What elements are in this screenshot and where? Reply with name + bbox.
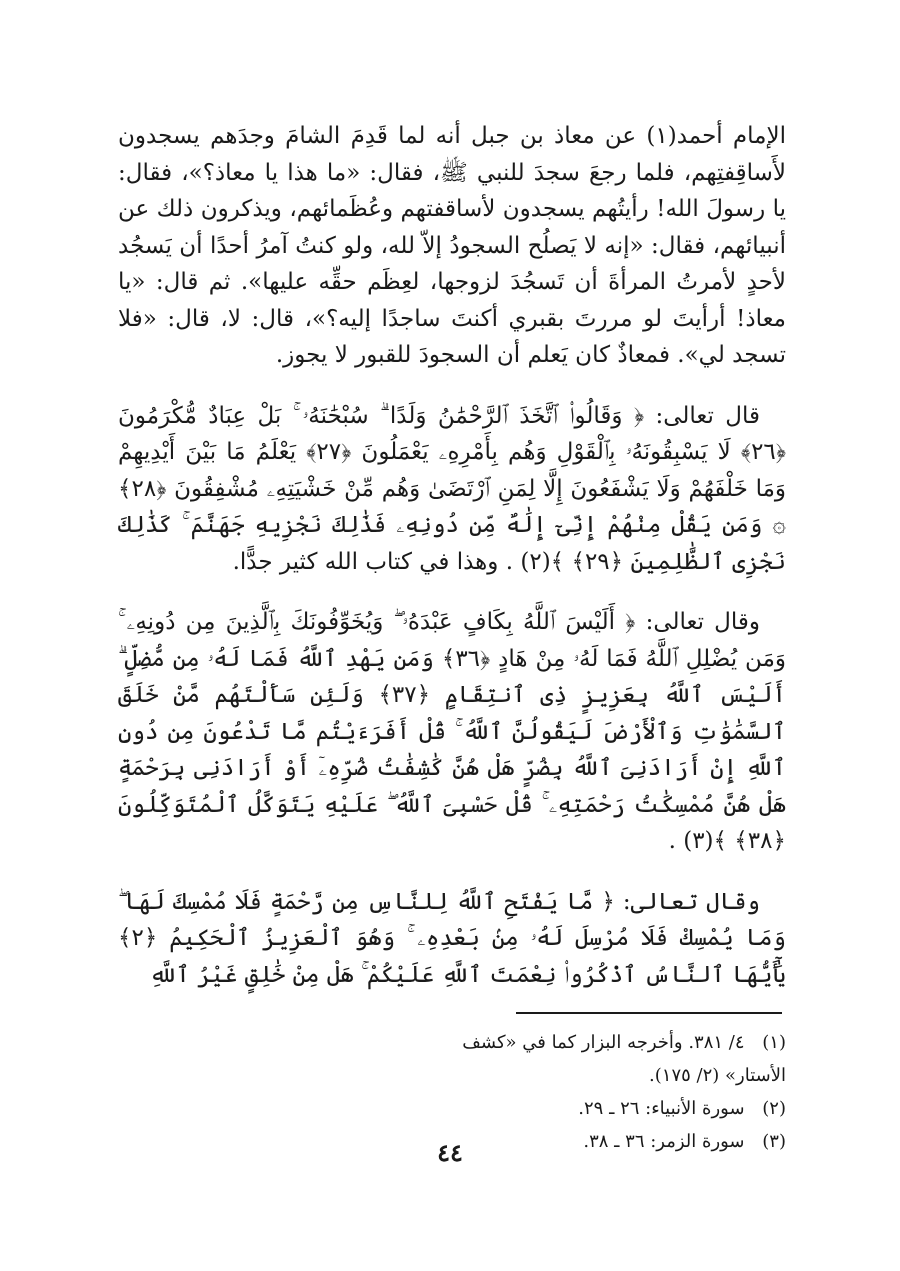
quran-verse: ﴿ وَقَالُوا۟ ٱتَّخَذَ ٱلرَّحْمَٰنُ وَلَدًا ۗ سُبْحَٰنَهُۥ ۚ بَلْ عِبَادٌ مُّكْرَمُونَ ﴿٢٦﴾ لَا يَسْبِقُونَهُۥ بِٱلْقَوْلِ وَهُم بِأَمْرِهِۦ يَعْمَلُونَ ﴿٢٧﴾ يَعْلَمُ مَا بَيْنَ أَيْدِيهِمْ وَمَا خَلْفَهُمْ وَلَا يَشْفَعُونَ إِلَّا لِمَنِ ٱرْتَضَىٰ وَهُم مِّنْ خَشْيَتِهِۦ مُشْفِقُونَ ﴿٢٨﴾ ۞ وَمَن يَقُلْ مِنْهُمْ إِنِّىٓ إِلَٰهٌ مِّن دُونِهِۦ فَذَٰلِكَ نَجْزِيهِ جَهَنَّمَ ۚ كَذَٰلِكَ نَجْزِى ٱلظَّٰلِمِينَ ﴿٢٩﴾ ﴾(٢) (118, 402, 786, 575)
footnote-divider (516, 1012, 782, 1014)
quran-verse: ﴿ أَلَيْسَ ٱللَّهُ بِكَافٍ عَبْدَهُۥ ۖ وَيُخَوِّفُونَكَ بِٱلَّذِينَ مِن دُونِهِۦ ۚ وَمَن يُضْلِلِ ٱللَّهُ فَمَا لَهُۥ مِنْ هَادٍ ﴿٣٦﴾ وَمَن يَهْدِ ٱللَّهُ فَمَا لَهُۥ مِن مُّضِلٍّ ۗ أَلَيْسَ ٱللَّهُ بِعَزِيزٍ ذِى ٱنتِقَامٍ ﴿٣٧﴾ وَلَئِن سَأَلْتَهُم مَّنْ خَلَقَ ٱلسَّمَٰوَٰتِ وَٱلْأَرْضَ لَيَقُولُنَّ ٱللَّهُ ۚ قُلْ أَفَرَءَيْتُم مَّا تَدْعُونَ مِن دُونِ ٱللَّهِ إِنْ أَرَادَنِىَ ٱللَّهُ بِضُرٍّ هَلْ هُنَّ كَٰشِفَٰتُ ضُرِّهِۦٓ أَوْ أَرَادَنِى بِرَحْمَةٍ هَلْ هُنَّ مُمْسِكَٰتُ رَحْمَتِهِۦ ۚ قُلْ حَسْبِىَ ٱللَّهُ ۖ عَلَيْهِ يَتَوَكَّلُ ٱلْمُتَوَكِّلُونَ ﴿٣٨﴾ ﴾(٣) (118, 609, 786, 854)
footnote-number: (١) (762, 1032, 786, 1053)
footnote-2 (400, 1092, 786, 1125)
quran-paragraph-fatir (118, 884, 786, 994)
footnote-number: (٢) (762, 1098, 786, 1119)
main-text (118, 118, 786, 993)
footnote-1 (400, 1026, 786, 1092)
quran-paragraph-zumar (118, 604, 786, 860)
verse-intro: وقال تعالى: (622, 888, 760, 915)
verse-outro: . وهذا في كتاب الله كثير جدًّا. (232, 548, 514, 575)
hadith-paragraph (118, 118, 786, 374)
footnote-text: سورة الأنبياء: ٢٦ ـ ٢٩. (578, 1098, 745, 1119)
verse-outro: . (668, 828, 676, 854)
quran-verse: ﴿ مَّا يَفْتَحِ ٱللَّهُ لِلنَّاسِ مِن رَّحْمَةٍ فَلَا مُمْسِكَ لَهَا ۖ وَمَا يُمْسِكْ فَلَا مُرْسِلَ لَهُۥ مِنۢ بَعْدِهِۦ ۚ وَهُوَ ٱلْعَزِيزُ ٱلْحَكِيمُ ﴿٢﴾ يَٰٓأَيُّهَا ٱلنَّاسُ ٱذْكُرُوا۟ نِعْمَتَ ٱللَّهِ عَلَيْكُمْ ۚ هَلْ مِنْ خَٰلِقٍ غَيْرُ ٱللَّهِ (118, 888, 786, 988)
footnote-text: ٤/ ٣٨١. وأخرجه البزار كما في «كشف الأستار» (٢/ ١٧٥). (462, 1032, 786, 1086)
footnote-text: سورة الزمر: ٣٦ ـ ٣٨. (583, 1131, 745, 1152)
verse-intro: وقال تعالى: (645, 609, 761, 635)
footnote-number: (٣) (762, 1131, 786, 1152)
page-number: ٤٤ (437, 1138, 463, 1167)
quran-paragraph-anbiya (118, 398, 786, 581)
verse-intro: قال تعالى: (655, 402, 761, 429)
hadith-text: الإمام أحمد(١) عن معاذ بن جبل أنه لما قَدِمَ الشامَ وجدَهم يسجدون لأَساقِفتِهم، فلما رجعَ سجدَ للنبي ﷺ، فقال: «ما هذا يا معاذ؟»، فقال: يا رسولَ الله! رأيتُهم يسجدون لأساقفتهم وعُظَمائهم، ويذكرون ذلك عن أنبيائهم، فقال: «إنه لا يَصلُح السجودُ إلاّ لله، ولو كنتُ آمرُ أحدًا أن يَسجُد لأحدٍ لأمرتُ المرأةَ أن تَسجُدَ لزوجها، لعِظَم حقِّه عليها». ثم قال: «يا معاذ! أرأيتَ لو مررتَ بقبري أكنتَ ساجدًا إليه؟»، قال: لا، قال: «فلا تسجد لي». فمعاذٌ كان يَعلم أن السجودَ للقبور لا يجوز. (118, 123, 787, 368)
